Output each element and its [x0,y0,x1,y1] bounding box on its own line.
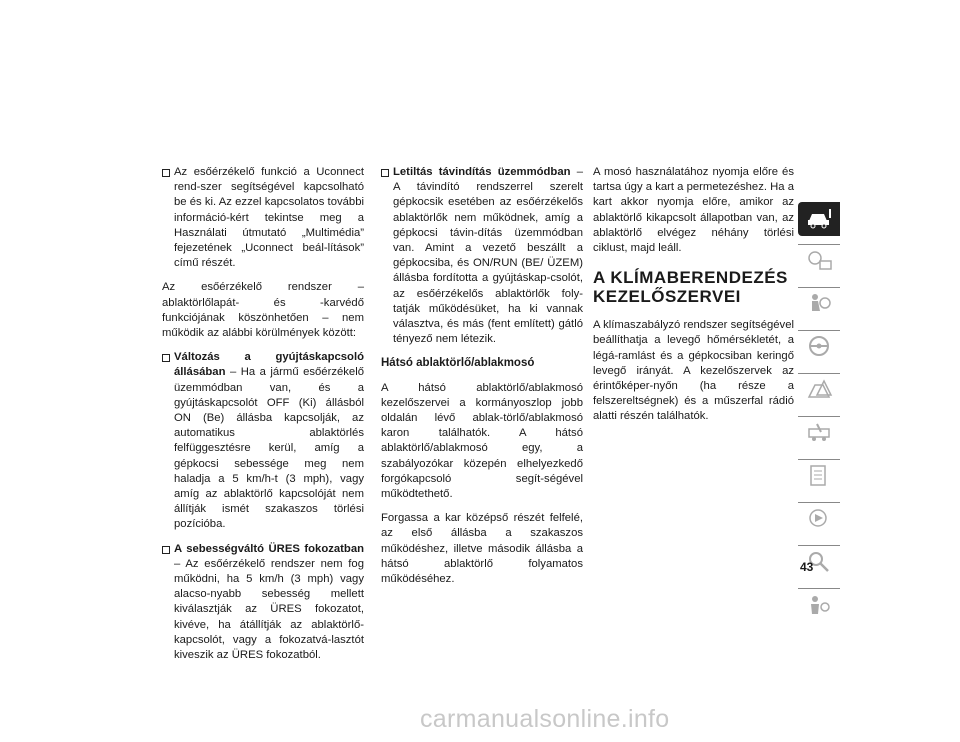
section-heading [593,268,794,306]
tab-dashboard[interactable] [798,244,840,279]
bullet-neutral [162,542,364,664]
tab-vehicle[interactable] [798,202,840,236]
bullet-title: Letiltás távindítás üzemmódban [393,166,571,178]
bullet-uconnect [162,165,364,271]
heading-line: A KLÍMABERENDEZÉS [593,268,788,288]
tab-driving[interactable] [798,330,840,365]
customer-assistance-icon [806,592,834,618]
car-info-icon [806,205,834,231]
footer-watermark: carmanualsonline.info [420,705,670,733]
tab-safety[interactable] [798,287,840,322]
page-number: 43 [800,560,814,574]
tab-multimedia[interactable] [798,502,840,537]
service-car-icon [806,420,834,446]
column-left [162,165,364,672]
section-subheading: Hátsó ablaktörlő/ablakmosó [381,357,535,370]
heading-line: KEZELŐSZERVEI [593,287,741,307]
bullet-box-icon [162,354,170,362]
paragraph-rear-wiper: A hátsó ablaktörlő/ablakmosó kezelőszervei a kormányoszlop jobb oldalán lévő ablak-törlő/ablakmosó karon találhatók. A hátsó ablaktörlő/ablakmosó egy, a szabályozókar közepén elhelyezkedő forgókapcsoló segít-ségével működtethető. [381,381,583,501]
tab-specifications[interactable] [798,459,840,494]
bullet-text: – Ha a jármű esőérzékelő üzemmódban van, és a gyújtáskapcsolót OFF (Ki) állásból ON (Be) állásba kapcsolják, az automatikus ablaktörlés felfüggesztésre kerül, amíg a gépkocsi sebessége meg nem haladja a 5 km/h-t (3 mph), vagy amíg az ablaktörlő kapcsolóját nem állítják ismét szakaszos törlési pozícióba. [174,366,364,531]
bullet-title: Változás a gyújtáskapcsoló állásában [174,351,364,379]
tab-service[interactable] [798,416,840,451]
dashboard-light-icon [806,248,834,274]
paragraph-climate: A klímaszabályzó rendszer segítségével beállíthatja a levegő hőmérsékletét, a légá-ramlást és a gépkocsiban keringő levegő irányát. A kezelőszervek az érintőképer-nyőn (ha része a felszereltségnek) és a műszerfal rádió alatti részén találhatók. [593,319,794,423]
airbag-icon [806,291,834,317]
bullet-box-icon [162,546,170,554]
bullet-box-icon [381,169,389,177]
bullet-text: – Az esőérzékelő rendszer nem fog működni, ha 5 km/h (3 mph) vagy alacso-nyabb sebesség mellett kiválasztják az ÜRES fokozatot, kivéve, ha átállítják az ablaktörlő-kapcsolót, vagy a fokozatvá-lasztót kiveszik az ÜRES fokozatból. [174,557,364,662]
steering-wheel-icon [806,334,834,360]
paragraph-washer: A mosó használatához nyomja előre és tartsa úgy a kart a permetezéshez. Ha a kart akkor nyomja előre, amikor az ablaktörlő kikapcsolt állapotban van, az ablaktörlő elvégez néhány törlési ciklust, majd leáll. [593,166,794,255]
paragraph-rotate: Forgassa a kar középső részét felfelé, az első állásba a szakaszos működéshez, illetve második állásba a hátsó ablaktörlő folyamatos működéséhez. [381,512,583,586]
column-middle [381,165,583,596]
tab-customer-assistance[interactable] [798,588,840,623]
tab-emergency[interactable] [798,373,840,408]
paragraph-conditions: Az esőérzékelő rendszer – ablaktörlőlapát- és -karvédő funkciójának köszönhetően – nem működik az alábbi körülmények között: [162,281,364,340]
bullet-title: A sebességváltó ÜRES fokozatban [174,542,364,555]
specifications-list-icon [806,463,834,489]
bullet-box-icon [162,169,170,177]
bullet-remote-start [381,165,583,347]
bullet-text: – A távindító rendszerrel szerelt gépkocsik esetében az esőérzékelős ablaktörlők nem működnek, amíg a gépkocsi távin-dítás üzemmódban van. Amint a vezető beszállt a gépkocsiba, és ON/RUN (BE/ ÜZEM) állásba fordította a gyújtáskap-csolót, az esőérzékelős ablaktörlők foly-tatják működésüket, ha ki vannak választva, és más (fent említett) gátló tényező nem létezik. [393,166,584,346]
bullet-text: Az esőérzékelő funkció a Uconnect rend-szer segítségével kapcsolható be és ki. Az ezzel kapcsolatos további információ-kért tekintse meg a Használati útmutató „Multimédia” fejezetének „Uconnect beál-lítások” című részét. [174,166,364,270]
column-right [593,165,794,434]
warning-triangle-icon [806,377,834,403]
multimedia-icon [806,506,834,532]
bullet-ignition [162,350,364,532]
